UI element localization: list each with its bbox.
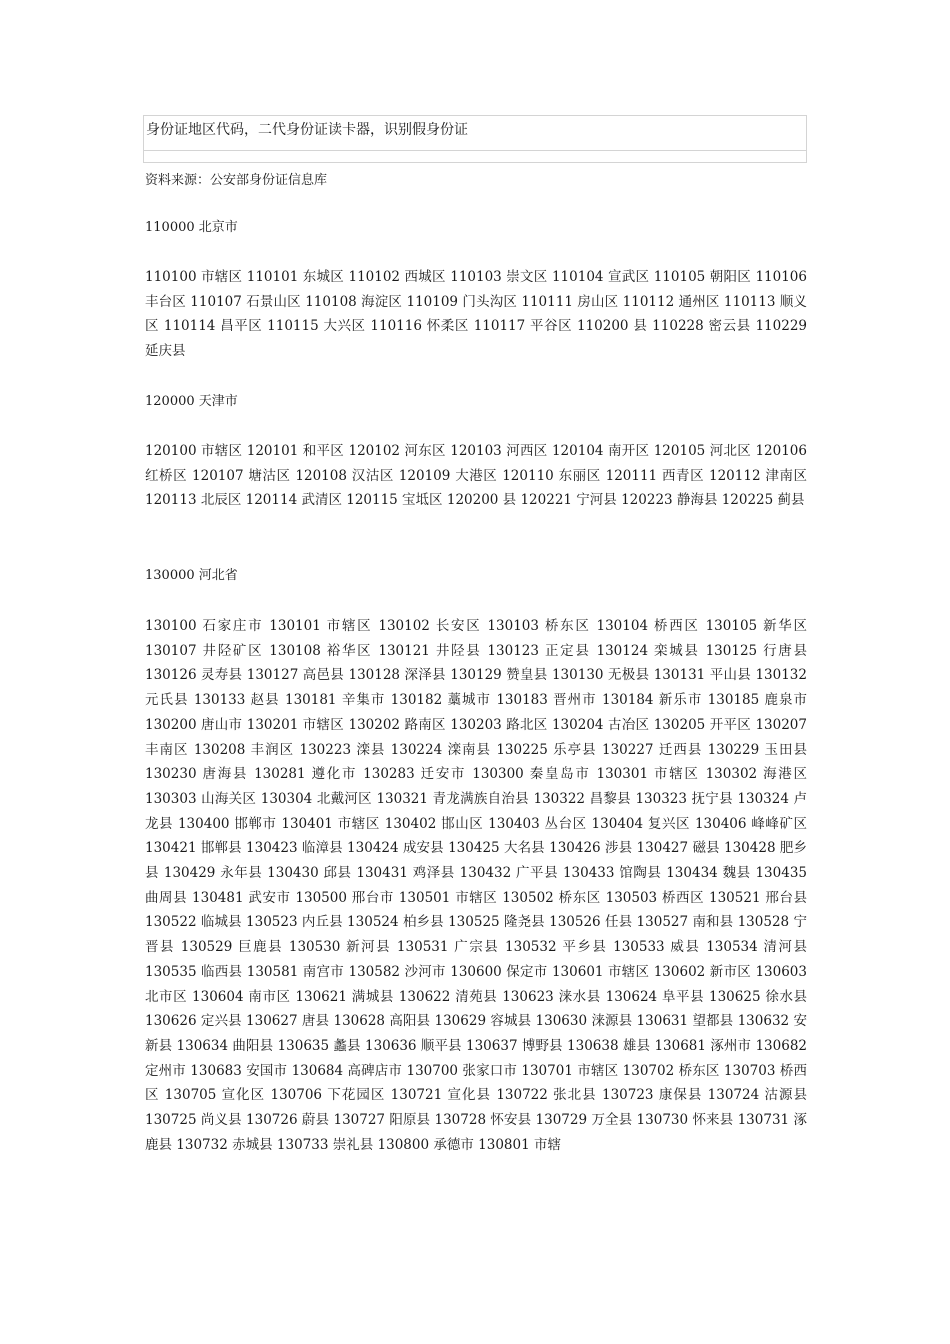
section-heading-tianjin: 120000 天津市 bbox=[145, 394, 238, 409]
title-box-lower-row bbox=[143, 151, 807, 163]
document-title: 身份证地区代码，二代身份证读卡器，识别假身份证 bbox=[146, 122, 468, 138]
source-line: 资料来源：公安部身份证信息库 bbox=[145, 173, 328, 188]
section-body-hebei: 130100 石家庄市 130101 市辖区 130102 长安区 130103 桥东区 130104 桥西区 130105 新华区 130107 井陉矿区 130108 裕华区 130121 井陉县 130123 正定县 130124 栾城县 130125 行唐县 130126 灵寿县 130127 高邑县 130128 深泽县 130129 赞皇县 130130 无极县 130131 平山县 130132 元氏县 130133 赵县 130181 辛集市 130182 藁城市 130183 晋州市 130184 新乐市 130185 鹿泉市 130200 唐山市 130201 市辖区 130202 路南区 130203 路北区 130204 古冶区 130205 开平区 130207 丰南区 130208 丰润区 130223 滦县 130224 滦南县 130225 乐亭县 130227 迁西县 130229 玉田县 130230 唐海县 130281 遵化市 130283 迁安市 130300 秦皇岛市 130301 市辖区 130302 海港区 130303 山海关区 130304 北戴河区 130321 青龙满族自治县 130322 昌黎县 130323 抚宁县 130324 卢龙县 130400 邯郸市 130401 市辖区 130402 邯山区 130403 丛台区 130404 复兴区 130406 峰峰矿区 130421 邯郸县 130423 临漳县 130424 成安县 130425 大名县 130426 涉县 130427 磁县 130428 肥乡县 130429 永年县 130430 邱县 130431 鸡泽县 130432 广平县 130433 馆陶县 130434 魏县 130435 曲周县 130481 武安市 130500 邢台市 130501 市辖区 130502 桥东区 130503 桥西区 130521 邢台县 130522 临城县 130523 内丘县 130524 柏乡县 130525 隆尧县 130526 任县 130527 南和县 130528 宁晋县 130529 巨鹿县 130530 新河县 130531 广宗县 130532 平乡县 130533 威县 130534 清河县 130535 临西县 130581 南宫市 130582 沙河市 130600 保定市 130601 市辖区 130602 新市区 130603 北市区 130604 南市区 130621 满城县 130622 清苑县 130623 涞水县 130624 阜平县 130625 徐水县 130626 定兴县 130627 唐县 130628 高阳县 130629 容城县 130630 涞源县 130631 望都县 130632 安新县 130634 曲阳县 130635 蠡县 130636 顺平县 130637 博野县 130638 雄县 130681 涿州市 130682 定州市 130683 安国市 130684 高碑店市 130700 张家口市 130701 市辖区 130702 桥东区 130703 桥西区 130705 宣化区 130706 下花园区 130721 宣化县 130722 张北县 130723 康保县 130724 沽源县 130725 尚义县 130726 蔚县 130727 阳原县 130728 怀安县 130729 万全县 130730 怀来县 130731 涿鹿县 130732 赤城县 130733 崇礼县 130800 承德市 130801 市辖 bbox=[145, 618, 807, 1153]
section-body-tianjin: 120100 市辖区 120101 和平区 120102 河东区 120103 河西区 120104 南开区 120105 河北区 120106 红桥区 120107 塘沽区 120108 汉沽区 120109 大港区 120110 东丽区 120111 西青区 120112 津南区 120113 北辰区 120114 武清区 120115 宝坻区 120200 县 120221 宁河县 120223 静海县 120225 蓟县 bbox=[145, 443, 807, 509]
section-heading-beijing: 110000 北京市 bbox=[145, 220, 238, 235]
title-box bbox=[143, 115, 807, 151]
section-heading-hebei: 130000 河北省 bbox=[145, 568, 238, 583]
section-body-beijing: 110100 市辖区 110101 东城区 110102 西城区 110103 崇文区 110104 宣武区 110105 朝阳区 110106 丰台区 110107 石景山区 110108 海淀区 110109 门头沟区 110111 房山区 110112 通州区 110113 顺义区 110114 昌平区 110115 大兴区 110116 怀柔区 110117 平谷区 110200 县 110228 密云县 110229 延庆县 bbox=[145, 269, 807, 359]
